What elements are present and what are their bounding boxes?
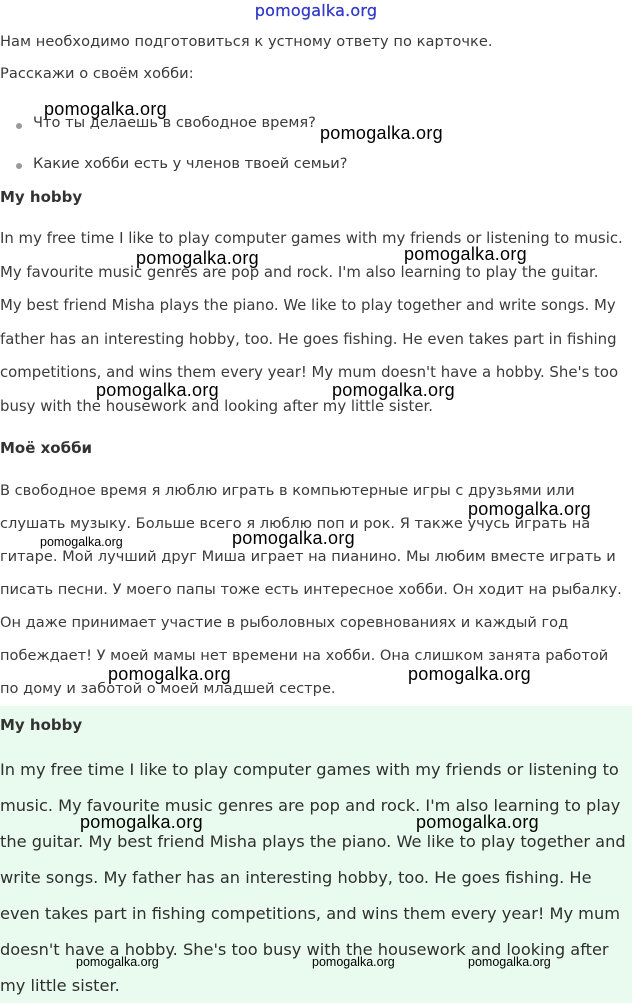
watermark-text: pomogalka.org (404, 244, 527, 264)
watermark-text: pomogalka.org (96, 380, 219, 400)
text-line: write songs. My father has an interesting hobby, too. He goes fishing. He (0, 868, 592, 887)
question-text: Что ты делаешь в свободное время? (33, 114, 316, 131)
text-line: busy with the housework and looking after my little sister. (0, 396, 433, 415)
text-line: побеждает! У моей мамы нет времени на хобби. Она слишком занята работой (0, 647, 609, 664)
english-heading: My hobby (0, 188, 83, 206)
text-line: the guitar. My best friend Misha plays the piano. We like to play together and (0, 832, 626, 851)
watermark-text: pomogalka.org (108, 664, 231, 684)
text-line: father has an interesting hobby, too. He goes fishing. He even takes part in fishing (0, 329, 617, 348)
text-line: In my free time I like to play computer games with my friends or listening to (0, 760, 619, 779)
russian-heading: Моё хобби (0, 439, 93, 457)
watermark-text: pomogalka.org (416, 812, 539, 832)
task-prompt: Расскажи о своём хобби: (0, 65, 194, 82)
text-line: В свободное время я люблю играть в компьютерные игры с друзьями или (0, 482, 575, 499)
watermark-text: pomogalka.org (468, 955, 551, 969)
text-line: Он даже принимает участие в рыболовных соревнованиях и каждый год (0, 614, 569, 631)
text-line: гитаре. Мой лучший друг Миша играет на пианино. Мы любим вместе играть и (0, 548, 616, 565)
text-line: My favourite music genres are pop and rock. I'm also learning to play the guitar. (0, 262, 599, 281)
watermark-text: pomogalka.org (320, 123, 443, 143)
watermark-text: pomogalka.org (332, 380, 455, 400)
watermark-text: pomogalka.org (312, 955, 395, 969)
watermark-text: pomogalka.org (468, 499, 591, 519)
task-intro: Нам необходимо подготовиться к устному ответу по карточке. (0, 33, 493, 50)
text-line: по дому и заботой о моей младшей сестре. (0, 680, 336, 697)
text-line: doesn't have a hobby. She's too busy with the housework and looking after (0, 940, 609, 959)
watermark-text: pomogalka.org (80, 812, 203, 832)
text-line: писать песни. У моего папы тоже есть интересное хобби. Он ходит на рыбалку. (0, 581, 622, 598)
watermark-text: pomogalka.org (76, 955, 159, 969)
watermark-text: pomogalka.org (408, 664, 531, 684)
text-line: my little sister. (0, 976, 120, 995)
watermark-text: pomogalka.org (136, 248, 259, 268)
text-line: competitions, and wins them every year! My mum doesn't have a hobby. She's too (0, 363, 619, 382)
question-text: Какие хобби есть у членов твоей семьи? (33, 155, 348, 172)
text-line: слушать музыку. Больше всего я люблю поп и рок. Я также учусь играть на (0, 515, 591, 532)
bullet-icon (16, 123, 22, 129)
highlighted-heading: My hobby (0, 716, 83, 734)
text-line: In my free time I like to play computer games with my friends or listening to music. (0, 229, 623, 247)
header-watermark: pomogalka.org (254, 1, 378, 20)
text-line: music. My favourite music genres are pop and rock. I'm also learning to play (0, 796, 621, 815)
watermark-text: pomogalka.org (44, 99, 167, 119)
bullet-icon (16, 163, 22, 169)
text-line: even takes part in fishing competitions, and wins them every year! My mum (0, 904, 620, 923)
text-line: My best friend Misha plays the piano. We like to play together and write songs. My (0, 296, 616, 315)
watermark-text: pomogalka.org (232, 528, 355, 548)
english-paragraph (0, 222, 632, 424)
watermark-text: pomogalka.org (40, 535, 123, 549)
